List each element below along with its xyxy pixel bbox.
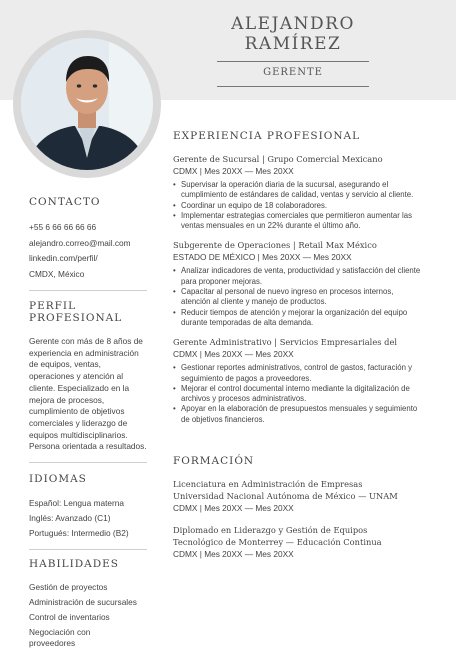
name-first: ALEJANDRO bbox=[231, 14, 355, 34]
profile-title: PERFIL PROFESIONAL bbox=[29, 300, 123, 324]
name-rule-bottom bbox=[217, 86, 369, 87]
job-title: Gerente Administrativo | Servicios Empresariales del bbox=[173, 337, 398, 348]
job-bullet: • Capacitar al personal de nuevo ingreso en procesos internos, atención al cliente y manejo de productos. bbox=[173, 287, 423, 308]
job-entry bbox=[173, 153, 423, 231]
language-item: Inglés: Avanzado (C1) bbox=[29, 513, 111, 524]
contact-location: CMDX, México bbox=[29, 268, 85, 279]
job-entry bbox=[173, 336, 423, 425]
contact-linkedin: linkedin.com/perfil/ bbox=[29, 253, 98, 263]
contact-phone: +55 6 66 66 66 66 bbox=[29, 222, 97, 232]
contact-email: alejandro.correo@mail.com bbox=[29, 237, 131, 248]
job-dates: CDMX | Mes 20XX — Mes 20XX bbox=[173, 349, 294, 360]
job-bullet: • Coordinar un equipo de 18 colaboradores. bbox=[173, 201, 423, 211]
job-bullet: • Gestionar reportes administrativos, control de gastos, facturación y seguimiento de pagos a proveedores. bbox=[173, 363, 423, 384]
language-item: Portugués: Intermedio (B2) bbox=[29, 528, 129, 539]
language-item: Español: Lengua materna bbox=[29, 498, 125, 509]
experience-title: EXPERIENCIA PROFESIONAL bbox=[173, 130, 361, 142]
job-bullets bbox=[173, 180, 423, 231]
profile-photo bbox=[21, 38, 153, 170]
job-bullet: • Mejorar el control documental interno mediante la digitalización de archivos y procesos administrativos. bbox=[173, 384, 423, 405]
skills-title: HABILIDADES bbox=[29, 558, 120, 571]
job-bullet: • Analizar indicadores de venta, productividad y satisfacción del cliente para proponer mejoras. bbox=[173, 266, 423, 287]
person-name bbox=[218, 14, 368, 54]
skill-item: Control de inventarios bbox=[29, 612, 110, 623]
skill-item: Gestión de proyectos bbox=[29, 582, 108, 593]
skill-item: Administración de sucursales bbox=[29, 597, 137, 608]
job-bullet: • Implementar estrategias comerciales que permitieron aumentar las ventas mensuales en un 22% durante el último año. bbox=[173, 211, 423, 232]
education-dates: CDMX | Mes 20XX — Mes 20XX bbox=[173, 503, 294, 514]
job-title: Gerente de Sucursal | Grupo Comercial Mexicano bbox=[173, 154, 383, 164]
job-entry bbox=[173, 239, 423, 328]
education-degree: Diplomado en Liderazgo y Gestión de Equipos bbox=[173, 525, 368, 536]
job-bullets bbox=[173, 363, 423, 425]
languages-title: IDIOMAS bbox=[29, 473, 87, 486]
job-dates: ESTADO DE MÉXICO | Mes 20XX — Mes 20XX bbox=[173, 252, 352, 263]
job-dates: CDMX | Mes 20XX — Mes 20XX bbox=[173, 166, 294, 176]
profile-text: Gerente con más de 8 años de experiencia en administración de equipos, ventas, operaciones y atención al cliente. Especializado en la mejora de procesos, cumplimiento de objetivos comerciales y liderazgo de equipos multidisciplinarios. Persona orientada a resultados. bbox=[29, 336, 147, 452]
education-degree: Licenciatura en Administración de Empresas bbox=[173, 479, 363, 490]
job-bullet: • Supervisar la operación diaria de la sucursal, asegurando el cumplimiento de estándares de calidad, ventas y servicio al cliente. bbox=[173, 180, 423, 201]
job-bullets bbox=[173, 266, 423, 328]
job-bullet: • Reducir tiempos de atención y mejorar la organización del equipo durante temporadas de alta demanda. bbox=[173, 308, 423, 329]
name-last: RAMÍREZ bbox=[244, 34, 342, 54]
education-school: Universidad Nacional Autónoma de México — UNAM bbox=[173, 491, 398, 502]
job-bullet: • Apoyar en la elaboración de presupuestos mensuales y seguimiento de objetivos financieros. bbox=[173, 404, 423, 425]
person-avatar-icon bbox=[21, 38, 153, 170]
job-title: Subgerente de Operaciones | Retail Max México bbox=[173, 240, 377, 251]
job-role: GERENTE bbox=[263, 67, 323, 78]
education-entry bbox=[173, 524, 423, 561]
skill-item: Negociación con proveedores bbox=[29, 627, 91, 649]
contact-title: CONTACTO bbox=[29, 196, 101, 208]
education-title: FORMACIÓN bbox=[173, 455, 255, 468]
right-column bbox=[173, 130, 423, 561]
education-entry bbox=[173, 478, 423, 515]
education-dates: CDMX | Mes 20XX — Mes 20XX bbox=[173, 549, 294, 560]
name-rule-top bbox=[217, 61, 369, 62]
left-column bbox=[29, 196, 147, 649]
education-school: Tecnológico de Monterrey — Educación Continua bbox=[173, 537, 382, 548]
